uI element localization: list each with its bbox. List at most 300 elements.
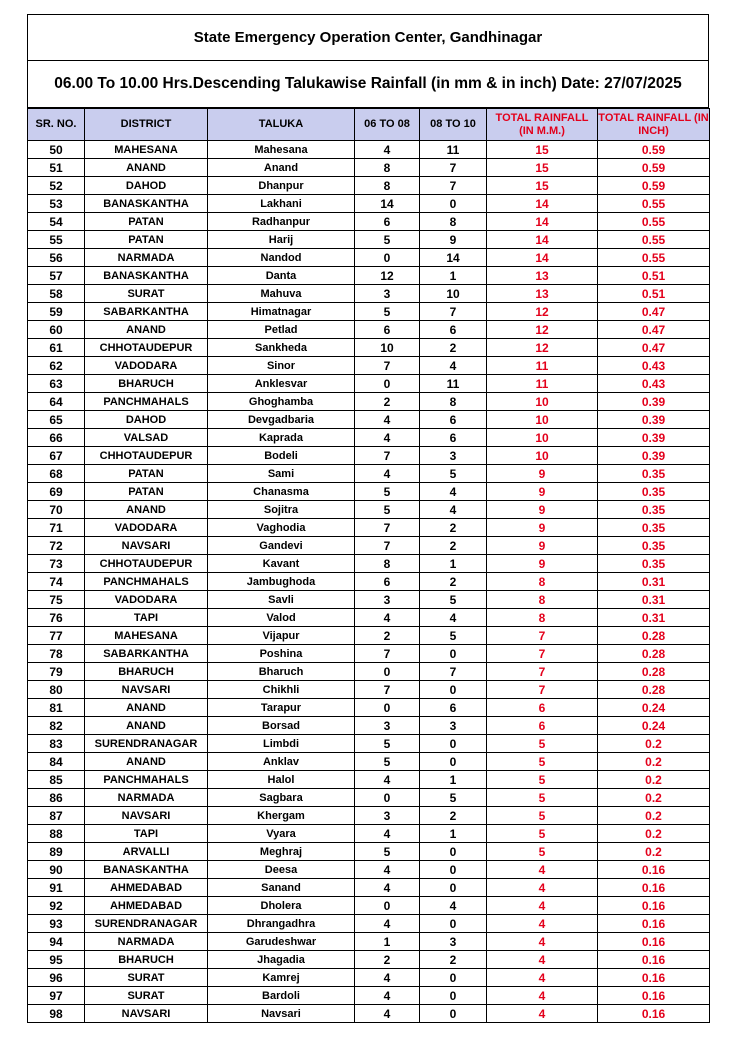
district-cell: CHHOTAUDEPUR xyxy=(85,555,208,573)
taluka-cell: Sojitra xyxy=(208,501,355,519)
rain-06-08-cell: 3 xyxy=(355,591,420,609)
rain-08-10-cell: 0 xyxy=(420,879,487,897)
total-mm-cell: 9 xyxy=(487,465,598,483)
district-cell: VADODARA xyxy=(85,591,208,609)
sr-no-cell: 87 xyxy=(28,807,85,825)
rain-08-10-cell: 14 xyxy=(420,249,487,267)
table-row xyxy=(28,627,710,645)
sr-no-cell: 81 xyxy=(28,699,85,717)
total-inch-cell: 0.31 xyxy=(598,609,710,627)
taluka-cell: Valod xyxy=(208,609,355,627)
table-row xyxy=(28,789,710,807)
header-08-to-10: 08 TO 10 xyxy=(420,109,487,141)
sr-no-cell: 94 xyxy=(28,933,85,951)
district-cell: VADODARA xyxy=(85,357,208,375)
rain-08-10-cell: 5 xyxy=(420,591,487,609)
sr-no-cell: 66 xyxy=(28,429,85,447)
table-body xyxy=(28,141,710,1023)
total-mm-cell: 14 xyxy=(487,195,598,213)
table-row xyxy=(28,933,710,951)
taluka-cell: Vyara xyxy=(208,825,355,843)
total-inch-cell: 0.59 xyxy=(598,141,710,159)
table-row xyxy=(28,483,710,501)
total-inch-cell: 0.2 xyxy=(598,735,710,753)
sr-no-cell: 91 xyxy=(28,879,85,897)
rain-08-10-cell: 0 xyxy=(420,195,487,213)
rain-06-08-cell: 3 xyxy=(355,717,420,735)
sr-no-cell: 69 xyxy=(28,483,85,501)
table-row xyxy=(28,429,710,447)
total-inch-cell: 0.39 xyxy=(598,447,710,465)
rain-06-08-cell: 4 xyxy=(355,609,420,627)
sr-no-cell: 88 xyxy=(28,825,85,843)
taluka-cell: Anklav xyxy=(208,753,355,771)
table-row xyxy=(28,861,710,879)
sr-no-cell: 70 xyxy=(28,501,85,519)
sr-no-cell: 51 xyxy=(28,159,85,177)
table-row xyxy=(28,447,710,465)
rain-08-10-cell: 6 xyxy=(420,699,487,717)
taluka-cell: Dhanpur xyxy=(208,177,355,195)
total-inch-cell: 0.51 xyxy=(598,267,710,285)
total-inch-cell: 0.16 xyxy=(598,915,710,933)
total-mm-cell: 9 xyxy=(487,501,598,519)
table-row xyxy=(28,249,710,267)
sr-no-cell: 83 xyxy=(28,735,85,753)
rain-06-08-cell: 0 xyxy=(355,663,420,681)
district-cell: ANAND xyxy=(85,159,208,177)
table-row xyxy=(28,375,710,393)
header-total-inch: TOTAL RAINFALL (IN INCH) xyxy=(598,109,710,141)
sr-no-cell: 52 xyxy=(28,177,85,195)
total-mm-cell: 15 xyxy=(487,159,598,177)
rain-06-08-cell: 4 xyxy=(355,411,420,429)
sr-no-cell: 56 xyxy=(28,249,85,267)
district-cell: ANAND xyxy=(85,753,208,771)
district-cell: AHMEDABAD xyxy=(85,897,208,915)
table-row xyxy=(28,663,710,681)
district-cell: NAVSARI xyxy=(85,681,208,699)
total-inch-cell: 0.16 xyxy=(598,933,710,951)
total-mm-cell: 8 xyxy=(487,609,598,627)
total-inch-cell: 0.2 xyxy=(598,753,710,771)
district-cell: MAHESANA xyxy=(85,141,208,159)
total-mm-cell: 15 xyxy=(487,177,598,195)
total-inch-cell: 0.35 xyxy=(598,537,710,555)
total-mm-cell: 10 xyxy=(487,411,598,429)
header-taluka: TALUKA xyxy=(208,109,355,141)
rain-08-10-cell: 1 xyxy=(420,825,487,843)
table-header-row xyxy=(28,109,710,141)
table-row xyxy=(28,969,710,987)
table-row xyxy=(28,555,710,573)
table-row xyxy=(28,951,710,969)
rain-08-10-cell: 7 xyxy=(420,177,487,195)
total-inch-cell: 0.35 xyxy=(598,555,710,573)
table-row xyxy=(28,321,710,339)
total-mm-cell: 9 xyxy=(487,537,598,555)
district-cell: BANASKANTHA xyxy=(85,267,208,285)
rain-08-10-cell: 6 xyxy=(420,321,487,339)
sr-no-cell: 50 xyxy=(28,141,85,159)
rain-06-08-cell: 4 xyxy=(355,429,420,447)
rain-08-10-cell: 5 xyxy=(420,627,487,645)
table-row xyxy=(28,141,710,159)
taluka-cell: Sagbara xyxy=(208,789,355,807)
district-cell: NAVSARI xyxy=(85,537,208,555)
sr-no-cell: 97 xyxy=(28,987,85,1005)
table-row xyxy=(28,465,710,483)
table-row xyxy=(28,195,710,213)
rain-08-10-cell: 7 xyxy=(420,159,487,177)
rain-08-10-cell: 0 xyxy=(420,735,487,753)
total-mm-cell: 14 xyxy=(487,231,598,249)
district-cell: BHARUCH xyxy=(85,951,208,969)
rain-08-10-cell: 4 xyxy=(420,483,487,501)
rain-06-08-cell: 2 xyxy=(355,627,420,645)
rain-08-10-cell: 0 xyxy=(420,681,487,699)
sr-no-cell: 59 xyxy=(28,303,85,321)
sr-no-cell: 92 xyxy=(28,897,85,915)
rain-08-10-cell: 2 xyxy=(420,339,487,357)
district-cell: VADODARA xyxy=(85,519,208,537)
sr-no-cell: 68 xyxy=(28,465,85,483)
rain-06-08-cell: 14 xyxy=(355,195,420,213)
district-cell: SABARKANTHA xyxy=(85,303,208,321)
taluka-cell: Nandod xyxy=(208,249,355,267)
district-cell: PATAN xyxy=(85,483,208,501)
table-row xyxy=(28,879,710,897)
rain-08-10-cell: 0 xyxy=(420,915,487,933)
rain-06-08-cell: 4 xyxy=(355,465,420,483)
total-inch-cell: 0.47 xyxy=(598,303,710,321)
district-cell: SURENDRANAGAR xyxy=(85,915,208,933)
sr-no-cell: 72 xyxy=(28,537,85,555)
district-cell: BANASKANTHA xyxy=(85,195,208,213)
district-cell: PATAN xyxy=(85,465,208,483)
table-row xyxy=(28,609,710,627)
district-cell: PANCHMAHALS xyxy=(85,771,208,789)
district-cell: NARMADA xyxy=(85,933,208,951)
rain-06-08-cell: 7 xyxy=(355,537,420,555)
rain-06-08-cell: 5 xyxy=(355,231,420,249)
rainfall-table xyxy=(27,108,710,1023)
taluka-cell: Vaghodia xyxy=(208,519,355,537)
taluka-cell: Halol xyxy=(208,771,355,789)
district-cell: ANAND xyxy=(85,699,208,717)
rain-08-10-cell: 2 xyxy=(420,519,487,537)
rain-08-10-cell: 0 xyxy=(420,645,487,663)
sr-no-cell: 73 xyxy=(28,555,85,573)
rain-08-10-cell: 3 xyxy=(420,447,487,465)
report-sheet xyxy=(27,14,709,1023)
taluka-cell: Anklesvar xyxy=(208,375,355,393)
total-mm-cell: 10 xyxy=(487,447,598,465)
rain-06-08-cell: 1 xyxy=(355,933,420,951)
rain-08-10-cell: 10 xyxy=(420,285,487,303)
taluka-cell: Chikhli xyxy=(208,681,355,699)
rain-06-08-cell: 5 xyxy=(355,753,420,771)
rain-08-10-cell: 3 xyxy=(420,933,487,951)
rain-08-10-cell: 6 xyxy=(420,411,487,429)
total-mm-cell: 4 xyxy=(487,861,598,879)
total-mm-cell: 14 xyxy=(487,249,598,267)
rain-08-10-cell: 5 xyxy=(420,465,487,483)
total-mm-cell: 12 xyxy=(487,339,598,357)
rain-06-08-cell: 4 xyxy=(355,141,420,159)
total-inch-cell: 0.47 xyxy=(598,339,710,357)
taluka-cell: Mahuva xyxy=(208,285,355,303)
total-inch-cell: 0.31 xyxy=(598,591,710,609)
report-title: State Emergency Operation Center, Gandhinagar xyxy=(27,14,709,61)
rain-06-08-cell: 7 xyxy=(355,681,420,699)
table-row xyxy=(28,285,710,303)
sr-no-cell: 58 xyxy=(28,285,85,303)
rain-06-08-cell: 0 xyxy=(355,897,420,915)
rain-08-10-cell: 4 xyxy=(420,357,487,375)
taluka-cell: Chanasma xyxy=(208,483,355,501)
rain-06-08-cell: 3 xyxy=(355,807,420,825)
sr-no-cell: 63 xyxy=(28,375,85,393)
district-cell: BHARUCH xyxy=(85,375,208,393)
rain-08-10-cell: 11 xyxy=(420,375,487,393)
district-cell: SURAT xyxy=(85,987,208,1005)
sr-no-cell: 82 xyxy=(28,717,85,735)
total-inch-cell: 0.28 xyxy=(598,663,710,681)
total-inch-cell: 0.16 xyxy=(598,951,710,969)
total-inch-cell: 0.55 xyxy=(598,231,710,249)
taluka-cell: Borsad xyxy=(208,717,355,735)
table-row xyxy=(28,159,710,177)
total-inch-cell: 0.2 xyxy=(598,843,710,861)
total-mm-cell: 9 xyxy=(487,555,598,573)
table-row xyxy=(28,339,710,357)
table-row xyxy=(28,825,710,843)
table-row xyxy=(28,519,710,537)
district-cell: MAHESANA xyxy=(85,627,208,645)
total-inch-cell: 0.16 xyxy=(598,969,710,987)
sr-no-cell: 95 xyxy=(28,951,85,969)
district-cell: NAVSARI xyxy=(85,1005,208,1023)
total-inch-cell: 0.28 xyxy=(598,645,710,663)
sr-no-cell: 64 xyxy=(28,393,85,411)
district-cell: NAVSARI xyxy=(85,807,208,825)
table-row xyxy=(28,411,710,429)
total-mm-cell: 4 xyxy=(487,933,598,951)
total-mm-cell: 14 xyxy=(487,213,598,231)
taluka-cell: Bharuch xyxy=(208,663,355,681)
rain-06-08-cell: 3 xyxy=(355,285,420,303)
rain-06-08-cell: 4 xyxy=(355,771,420,789)
district-cell: SURENDRANAGAR xyxy=(85,735,208,753)
total-mm-cell: 5 xyxy=(487,735,598,753)
rain-06-08-cell: 8 xyxy=(355,159,420,177)
rain-08-10-cell: 4 xyxy=(420,609,487,627)
taluka-cell: Sanand xyxy=(208,879,355,897)
total-mm-cell: 7 xyxy=(487,663,598,681)
taluka-cell: Savli xyxy=(208,591,355,609)
rain-08-10-cell: 2 xyxy=(420,951,487,969)
district-cell: PANCHMAHALS xyxy=(85,573,208,591)
total-inch-cell: 0.16 xyxy=(598,879,710,897)
taluka-cell: Radhanpur xyxy=(208,213,355,231)
rain-06-08-cell: 6 xyxy=(355,213,420,231)
rain-06-08-cell: 12 xyxy=(355,267,420,285)
rain-06-08-cell: 0 xyxy=(355,789,420,807)
report-subtitle: 06.00 To 10.00 Hrs.Descending Talukawise Rainfall (in mm & in inch) Date: 27/07/2025 xyxy=(27,61,709,108)
total-inch-cell: 0.39 xyxy=(598,393,710,411)
total-mm-cell: 13 xyxy=(487,267,598,285)
sr-no-cell: 65 xyxy=(28,411,85,429)
taluka-cell: Dholera xyxy=(208,897,355,915)
taluka-cell: Danta xyxy=(208,267,355,285)
table-row xyxy=(28,501,710,519)
table-row xyxy=(28,771,710,789)
district-cell: AHMEDABAD xyxy=(85,879,208,897)
taluka-cell: Garudeshwar xyxy=(208,933,355,951)
rain-08-10-cell: 0 xyxy=(420,753,487,771)
taluka-cell: Mahesana xyxy=(208,141,355,159)
table-row xyxy=(28,177,710,195)
rain-08-10-cell: 5 xyxy=(420,789,487,807)
rain-06-08-cell: 2 xyxy=(355,393,420,411)
total-mm-cell: 10 xyxy=(487,429,598,447)
rain-08-10-cell: 1 xyxy=(420,267,487,285)
rain-06-08-cell: 5 xyxy=(355,501,420,519)
total-mm-cell: 7 xyxy=(487,627,598,645)
sr-no-cell: 67 xyxy=(28,447,85,465)
district-cell: VALSAD xyxy=(85,429,208,447)
table-row xyxy=(28,915,710,933)
table-row xyxy=(28,753,710,771)
rain-08-10-cell: 1 xyxy=(420,555,487,573)
table-row xyxy=(28,897,710,915)
rain-08-10-cell: 8 xyxy=(420,213,487,231)
total-inch-cell: 0.47 xyxy=(598,321,710,339)
sr-no-cell: 85 xyxy=(28,771,85,789)
district-cell: SURAT xyxy=(85,969,208,987)
district-cell: ANAND xyxy=(85,501,208,519)
sr-no-cell: 77 xyxy=(28,627,85,645)
total-mm-cell: 8 xyxy=(487,573,598,591)
sr-no-cell: 78 xyxy=(28,645,85,663)
total-inch-cell: 0.31 xyxy=(598,573,710,591)
taluka-cell: Vijapur xyxy=(208,627,355,645)
total-inch-cell: 0.2 xyxy=(598,807,710,825)
rain-06-08-cell: 7 xyxy=(355,645,420,663)
district-cell: ARVALLI xyxy=(85,843,208,861)
sr-no-cell: 60 xyxy=(28,321,85,339)
taluka-cell: Lakhani xyxy=(208,195,355,213)
sr-no-cell: 93 xyxy=(28,915,85,933)
taluka-cell: Dhrangadhra xyxy=(208,915,355,933)
rain-06-08-cell: 5 xyxy=(355,303,420,321)
district-cell: PANCHMAHALS xyxy=(85,393,208,411)
total-mm-cell: 13 xyxy=(487,285,598,303)
total-mm-cell: 9 xyxy=(487,519,598,537)
rain-08-10-cell: 0 xyxy=(420,987,487,1005)
taluka-cell: Jambughoda xyxy=(208,573,355,591)
sr-no-cell: 62 xyxy=(28,357,85,375)
rain-06-08-cell: 10 xyxy=(355,339,420,357)
table-row xyxy=(28,1005,710,1023)
taluka-cell: Bodeli xyxy=(208,447,355,465)
rain-06-08-cell: 4 xyxy=(355,1005,420,1023)
total-mm-cell: 12 xyxy=(487,303,598,321)
taluka-cell: Sinor xyxy=(208,357,355,375)
total-inch-cell: 0.16 xyxy=(598,1005,710,1023)
sr-no-cell: 84 xyxy=(28,753,85,771)
sr-no-cell: 74 xyxy=(28,573,85,591)
rain-06-08-cell: 6 xyxy=(355,321,420,339)
taluka-cell: Anand xyxy=(208,159,355,177)
total-inch-cell: 0.59 xyxy=(598,177,710,195)
total-inch-cell: 0.2 xyxy=(598,771,710,789)
rain-06-08-cell: 7 xyxy=(355,357,420,375)
header-total-mm: TOTAL RAINFALL (IN M.M.) xyxy=(487,109,598,141)
total-inch-cell: 0.51 xyxy=(598,285,710,303)
total-mm-cell: 4 xyxy=(487,897,598,915)
total-mm-cell: 7 xyxy=(487,645,598,663)
total-mm-cell: 5 xyxy=(487,843,598,861)
total-inch-cell: 0.28 xyxy=(598,627,710,645)
district-cell: CHHOTAUDEPUR xyxy=(85,447,208,465)
sr-no-cell: 57 xyxy=(28,267,85,285)
table-row xyxy=(28,807,710,825)
table-row xyxy=(28,987,710,1005)
total-mm-cell: 9 xyxy=(487,483,598,501)
rain-06-08-cell: 8 xyxy=(355,177,420,195)
total-mm-cell: 8 xyxy=(487,591,598,609)
header-district: DISTRICT xyxy=(85,109,208,141)
rain-08-10-cell: 0 xyxy=(420,1005,487,1023)
table-row xyxy=(28,735,710,753)
rain-06-08-cell: 0 xyxy=(355,375,420,393)
total-inch-cell: 0.55 xyxy=(598,195,710,213)
rain-06-08-cell: 6 xyxy=(355,573,420,591)
sr-no-cell: 96 xyxy=(28,969,85,987)
total-mm-cell: 11 xyxy=(487,375,598,393)
total-mm-cell: 6 xyxy=(487,699,598,717)
total-mm-cell: 12 xyxy=(487,321,598,339)
district-cell: TAPI xyxy=(85,825,208,843)
rain-06-08-cell: 4 xyxy=(355,969,420,987)
rain-08-10-cell: 0 xyxy=(420,843,487,861)
total-inch-cell: 0.2 xyxy=(598,789,710,807)
table-row xyxy=(28,645,710,663)
sr-no-cell: 55 xyxy=(28,231,85,249)
rain-06-08-cell: 0 xyxy=(355,249,420,267)
total-mm-cell: 5 xyxy=(487,807,598,825)
total-mm-cell: 5 xyxy=(487,771,598,789)
total-inch-cell: 0.39 xyxy=(598,411,710,429)
taluka-cell: Ghoghamba xyxy=(208,393,355,411)
taluka-cell: Petlad xyxy=(208,321,355,339)
taluka-cell: Meghraj xyxy=(208,843,355,861)
sr-no-cell: 80 xyxy=(28,681,85,699)
total-inch-cell: 0.35 xyxy=(598,519,710,537)
header-06-to-08: 06 TO 08 xyxy=(355,109,420,141)
total-mm-cell: 6 xyxy=(487,717,598,735)
total-inch-cell: 0.43 xyxy=(598,375,710,393)
rain-06-08-cell: 7 xyxy=(355,447,420,465)
rain-08-10-cell: 8 xyxy=(420,393,487,411)
table-row xyxy=(28,213,710,231)
taluka-cell: Deesa xyxy=(208,861,355,879)
taluka-cell: Tarapur xyxy=(208,699,355,717)
total-inch-cell: 0.59 xyxy=(598,159,710,177)
rain-08-10-cell: 0 xyxy=(420,861,487,879)
